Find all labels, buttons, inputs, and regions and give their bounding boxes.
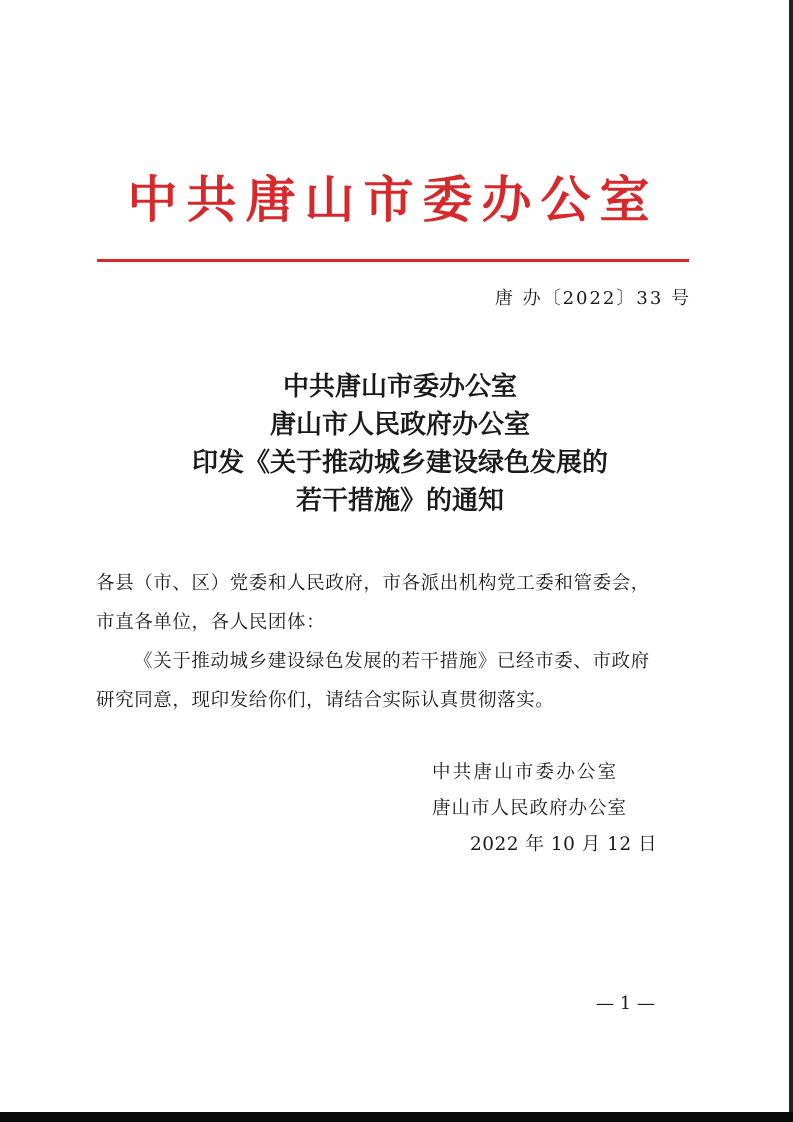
document-number: 唐 办〔2022〕33 号 (494, 288, 691, 309)
recipients-line: 各县（市、区）党委和人民政府，市各派出机构党工委和管委会， (96, 573, 650, 594)
recipients-line: 市直各单位，各人民团体： (96, 612, 326, 633)
title-line: 若干措施》的通知 (295, 486, 504, 516)
title-line: 唐山市人民政府办公室 (269, 410, 530, 440)
body-paragraph-line: 研究同意，现印发给你们，请结合实际认真贯彻落实。 (96, 690, 555, 711)
signature-org-government: 唐山市人民政府办公室 (432, 798, 628, 819)
title-line: 中共唐山市委办公室 (282, 372, 517, 402)
page-number: — 1 — (596, 993, 655, 1014)
red-divider-line (97, 259, 689, 262)
signature-block (432, 755, 657, 863)
scan-edge-right (789, 0, 793, 1122)
document-title (100, 368, 700, 520)
scan-edge-bottom (0, 1112, 793, 1122)
issuer-header: 中共唐山市委办公室 (127, 170, 659, 229)
signature-date: 2022 年 10 月 12 日 (470, 834, 658, 855)
body-paragraph-line: 《关于推动城乡建设绿色发展的若干措施》已经市委、市政府 (134, 651, 650, 672)
title-line: 印发《关于推动城乡建设绿色发展的 (191, 448, 608, 478)
document-body (96, 564, 696, 720)
signature-org-party: 中共唐山市委办公室 (432, 762, 619, 783)
